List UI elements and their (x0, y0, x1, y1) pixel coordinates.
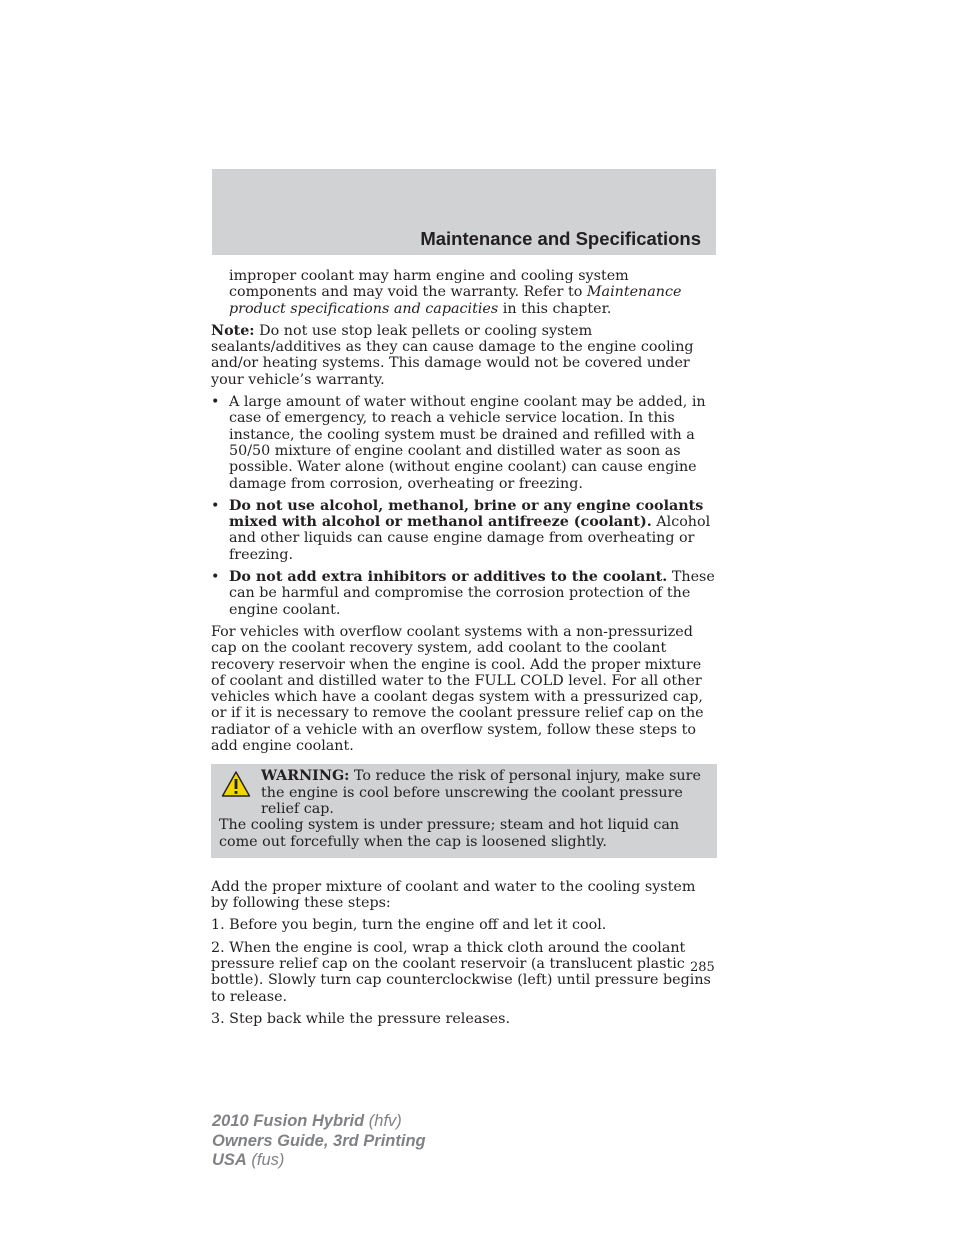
step-item: 2. When the engine is cool, wrap a thick cloth around the coolant pressure relief cap on the coolant reservoir (a translucent plastic bottle). Slowly turn cap counterclockwise (left) until pressure begins to release. (211, 939, 711, 1005)
section-header-band (212, 169, 716, 255)
warning-lead-text: To reduce the risk of personal injury, make sure the engine is cool before unscrewing the coolant pressure relief cap. (261, 768, 701, 817)
section-title: Maintenance and Specifications (420, 228, 701, 249)
bullet-item (211, 569, 717, 618)
footer-line-guide (212, 1132, 426, 1152)
step-item: 3. Step back while the pressure releases. (211, 1010, 511, 1027)
note-label: Note: (211, 322, 255, 339)
bullet-text: Alcohol and other liquids can cause engine damage from overheating or freezing. (229, 514, 711, 563)
footer-line-model (212, 1112, 426, 1132)
warning-text (219, 768, 709, 849)
footer-line-market (212, 1151, 426, 1171)
bullet-bold-text: Do not use alcohol, methanol, brine or any engine coolants mixed with alcohol or methanol antifreeze (coolant). (229, 497, 704, 531)
footer-model: 2010 Fusion Hybrid (212, 1112, 365, 1130)
footer-model-code: (hfv) (364, 1112, 402, 1130)
bullet-bold-text: Do not add extra inhibitors or additives to the coolant. (229, 569, 668, 586)
page-content (211, 268, 717, 1027)
warning-label: WARNING: (261, 768, 350, 785)
intro-text-end: in this chapter. (498, 300, 612, 317)
overflow-paragraph: For vehicles with overflow coolant systems with a non-pressurized cap on the coolant recovery system, add coolant to the coolant recovery reservoir when the engine is cool. Add the proper mixture of coolant and distilled water to the FULL COLD level. For all other vehicles which have a coolant degas system with a pressurized cap, or if it is necessary to remove the coolant pressure relief cap on the radiator of a vehicle with an overflow system, follow these steps to add engine coolant. (211, 623, 704, 755)
intro-text: improper coolant may harm engine and cooling system components and may void the warranty. Refer to (229, 268, 629, 301)
bullet-item (211, 394, 717, 492)
footer-market: USA (212, 1151, 247, 1169)
warning-rest-text: The cooling system is under pressure; steam and hot liquid can come out forcefully when the cap is loosened slightly. (219, 817, 680, 850)
footer-market-code: (fus) (246, 1151, 285, 1169)
steps-intro: Add the proper mixture of coolant and water to the cooling system by following these steps: (211, 878, 696, 912)
warning-box (211, 764, 717, 857)
intro-reference: Maintenance product specifications and capacities (229, 284, 682, 317)
footer-guide: Owners Guide, 3rd Printing (212, 1131, 426, 1150)
step-item: 1. Before you begin, turn the engine off and let it cool. (211, 917, 607, 934)
note-text: Do not use stop leak pellets or cooling system sealants/additives as they can cause damage to the engine cooling and/or heating systems. This damage would not be covered under your vehicle’s warranty. (211, 322, 694, 388)
bullet-dot: • (211, 497, 220, 514)
warning-triangle-icon (221, 770, 251, 798)
bullet-text: A large amount of water without engine coolant may be added, in case of emergency, to reach a vehicle service location. In this instance, the cooling system must be drained and refilled with a 50/50 mixture of engine coolant and distilled water as soon as possible. Water alone (without engine coolant) can cause engine damage from corrosion, overheating or freezing. (229, 394, 706, 492)
bullet-text: These can be harmful and compromise the corrosion protection of the engine coolant. (229, 569, 715, 618)
bullet-dot: • (211, 394, 220, 411)
page-number: 285 (690, 960, 715, 975)
bullet-item (211, 498, 717, 563)
note-paragraph (211, 323, 717, 388)
warning-lead (219, 768, 709, 817)
footer (212, 1112, 426, 1171)
intro-paragraph (211, 268, 717, 317)
bullet-dot: • (211, 569, 220, 586)
